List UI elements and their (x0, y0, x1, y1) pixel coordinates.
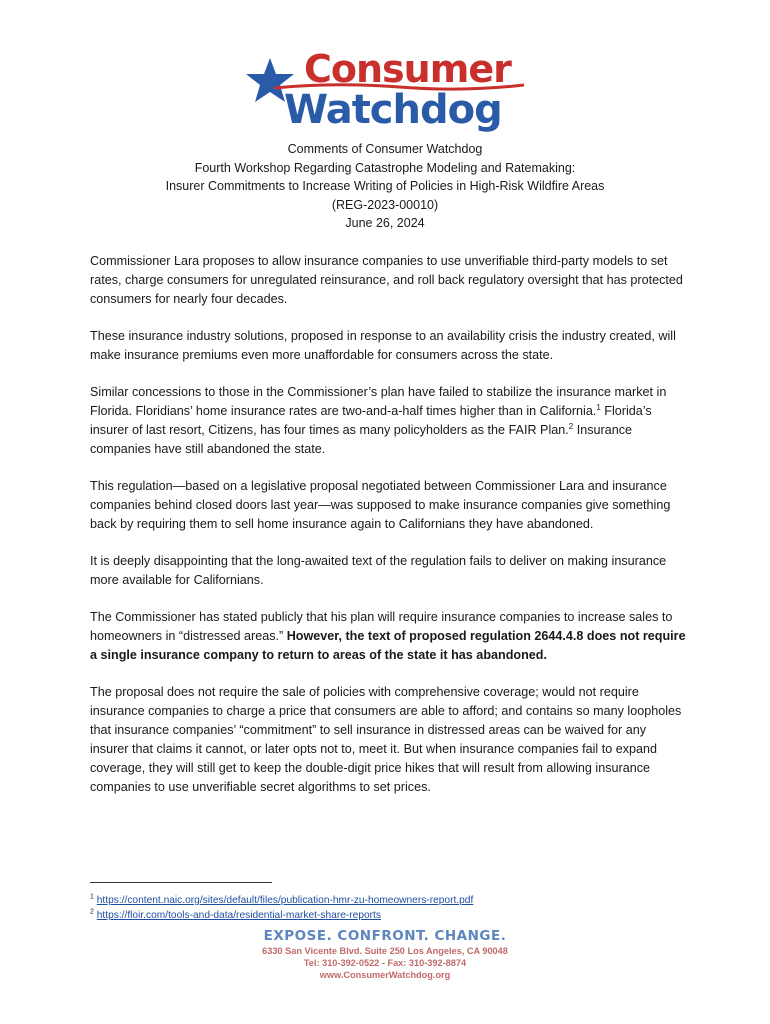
paragraph-3 (90, 383, 686, 459)
footnotes (90, 893, 473, 923)
footnote-ref-1[interactable]: 1 (596, 402, 601, 412)
logo-word-watchdog: Watchdog (284, 87, 502, 133)
header-reg-number: (REG-2023-00010) (331, 197, 439, 212)
footnote-1-number: 1 (90, 893, 94, 901)
footnote-2-link[interactable]: https://floir.com/tools-and-data/residential-market-share-reports (96, 910, 381, 921)
paragraph-3-text-b: Florida’s insurer of last resort, Citizens, has four times as many policyholders as the FAIR Plan. (90, 404, 652, 437)
footer-tagline: EXPOSE. CONFRONT. CHANGE. (263, 928, 507, 944)
header-title: Comments of Consumer Watchdog (287, 142, 483, 156)
header-subtitle: Insurer Commitments to Increase Writing of Policies in High-Risk Wildfire Areas (165, 179, 605, 194)
header-workshop: Fourth Workshop Regarding Catastrophe Modeling and Ratemaking: (194, 160, 576, 175)
paragraph-6-bold-text: However, the text of proposed regulation 2644.4.8 does not require a single insurance company to return to areas of the state it has abandoned. (90, 629, 686, 662)
footer-website[interactable]: www.ConsumerWatchdog.org (319, 970, 451, 980)
logo-word-consumer: Consumer (304, 47, 511, 91)
footnote-2-number: 2 (90, 908, 94, 916)
paragraph-3-text-a: Similar concessions to those in the Commissioner’s plan have failed to stabilize the insurance market in Florida. Floridians’ home insurance rates are two-and-a-half times higher than in California. (90, 385, 667, 418)
document-body (90, 252, 686, 815)
paragraph-1: Commissioner Lara proposes to allow insurance companies to use unverifiable third-party models to set rates, charge consumers for unregulated reinsurance, and roll back regulatory oversight that has protected consumers for nearly four decades. (90, 254, 683, 306)
footer-address: 6330 San Vicente Blvd. Suite 250 Los Angeles, CA 90048 (262, 946, 508, 956)
paragraph-5: It is deeply disappointing that the long-awaited text of the regulation fails to deliver on making insurance more available for Californians. (90, 554, 667, 587)
footer-phone: Tel: 310-392-0522 - Fax: 310-392-8874 (303, 958, 467, 968)
consumer-watchdog-logo (244, 46, 529, 138)
header-date: June 26, 2024 (345, 216, 425, 231)
paragraph-3-text-c: Insurance companies have still abandoned the state. (90, 423, 633, 456)
page-footer (235, 928, 535, 981)
footnote-ref-2[interactable]: 2 (568, 421, 574, 431)
footnote-1-link[interactable]: https://content.naic.org/sites/default/files/publication-hmr-zu-homeowners-report.pdf (96, 895, 474, 906)
paragraph-4: This regulation—based on a legislative proposal negotiated between Commissioner Lara and insurance companies behind closed doors last year—was supposed to make insurance companies give something back by requiring them to sell home insurance again to Californians they have abandoned. (90, 479, 671, 531)
document-header (90, 140, 680, 233)
footnote-1 (90, 893, 473, 908)
paragraph-7: The proposal does not require the sale of policies with comprehensive coverage; would not require insurance companies to charge a price that consumers are able to afford; and contains so many loopholes that insurance companies’ “commitment” to sell insurance in distressed areas can be waived for any insurer that claims it cannot, or later opts not to, meet it. But when insurance companies fail to expand coverage, they will still get to keep the double-digit price hikes that will result from allowing insurance companies to use unverifiable secret algorithms to set prices. (90, 685, 682, 794)
footnote-divider (90, 882, 272, 883)
footnote-2 (90, 908, 473, 923)
paragraph-6-text: The Commissioner has stated publicly that his plan will require insurance companies to increase sales to homeowners in “distressed areas.” (90, 610, 673, 643)
paragraph-6 (90, 608, 686, 665)
paragraph-2: These insurance industry solutions, proposed in response to an availability crisis the industry created, will make insurance premiums even more unaffordable for consumers across the state. (90, 329, 676, 362)
